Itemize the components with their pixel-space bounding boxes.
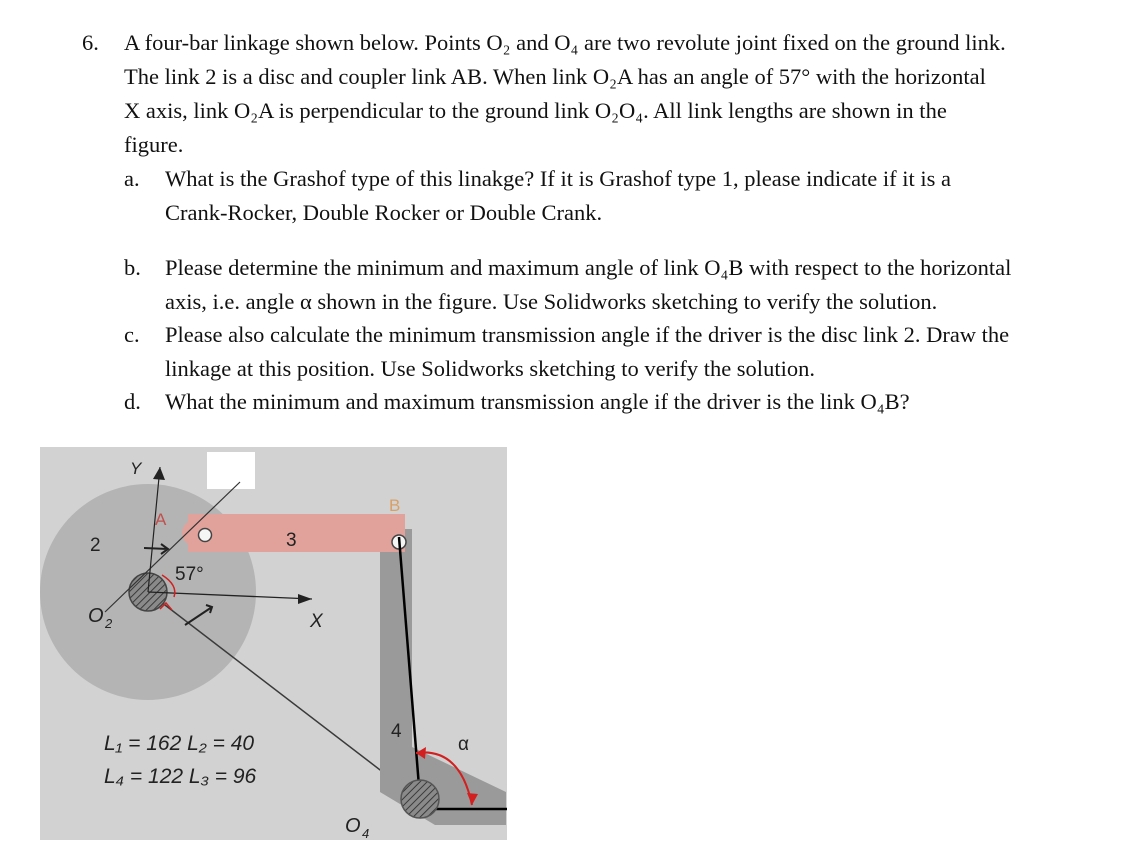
statement-line: figure. xyxy=(124,132,184,157)
part-b-text xyxy=(165,251,1011,319)
part-c-text xyxy=(165,318,1009,386)
problem-number: 6. xyxy=(82,30,99,55)
part-d-label: d. xyxy=(124,389,141,414)
linkage-figure xyxy=(40,447,507,840)
label-angle-57: 57° xyxy=(175,564,204,585)
part-c-line: Please also calculate the minimum transmission angle if the driver is the disc link 2. Draw the xyxy=(165,322,1010,347)
part-a-line: Crank-Rocker, Double Rocker or Double Crank. xyxy=(165,200,603,225)
statement-line: A four-bar linkage shown below. Points O₂ and O₄ are two revolute joint fixed on the ground link. xyxy=(124,30,1006,55)
part-b-line: axis, i.e. angle α shown in the figure. Use Solidworks sketching to verify the solution. xyxy=(165,289,938,314)
label-link-4: 4 xyxy=(391,721,402,742)
part-a-text xyxy=(165,162,951,230)
statement-line: X axis, link O₂A is perpendicular to the ground link O₂O₄. All link lengths are shown in the xyxy=(124,98,947,123)
label-point-b: B xyxy=(389,496,401,515)
label-o4-subscript: 4 xyxy=(362,826,370,840)
part-b-line: Please determine the minimum and maximum angle of link O₄B with respect to the horizontal xyxy=(165,255,1012,280)
problem-statement xyxy=(124,26,1124,162)
lengths-line-2: L₄ = 122 L₃ = 96 xyxy=(104,765,257,788)
joint-a xyxy=(199,529,212,542)
part-b-label: b. xyxy=(124,255,141,280)
part-c-label: c. xyxy=(124,322,140,347)
label-link-3: 3 xyxy=(286,530,297,551)
pivot-o4 xyxy=(401,780,439,818)
label-y-axis: Y xyxy=(130,459,142,478)
part-a-line: What is the Grashof type of this linakge? If it is Grashof type 1, please indicate if it is a xyxy=(165,166,952,191)
part-c-line: linkage at this position. Use Solidworks sketching to verify the solution. xyxy=(165,356,815,381)
label-x-axis: X xyxy=(310,611,323,632)
part-d-line: What the minimum and maximum transmission angle if the driver is the link O₄B? xyxy=(165,389,910,414)
label-link-2: 2 xyxy=(90,535,101,556)
part-a-label: a. xyxy=(124,166,140,191)
label-o4: O xyxy=(345,815,361,837)
white-patch xyxy=(207,452,255,489)
label-alpha: α xyxy=(458,734,469,755)
label-o2-subscript: 2 xyxy=(105,616,113,631)
label-o2: O xyxy=(88,605,104,627)
lengths-line-1: L₁ = 162 L₂ = 40 xyxy=(104,732,255,755)
label-point-a: A xyxy=(155,510,167,529)
statement-line: The link 2 is a disc and coupler link AB. When link O₂A has an angle of 57° with the horizontal xyxy=(124,64,986,89)
linkage-diagram xyxy=(40,447,507,840)
part-d-text xyxy=(165,385,910,419)
